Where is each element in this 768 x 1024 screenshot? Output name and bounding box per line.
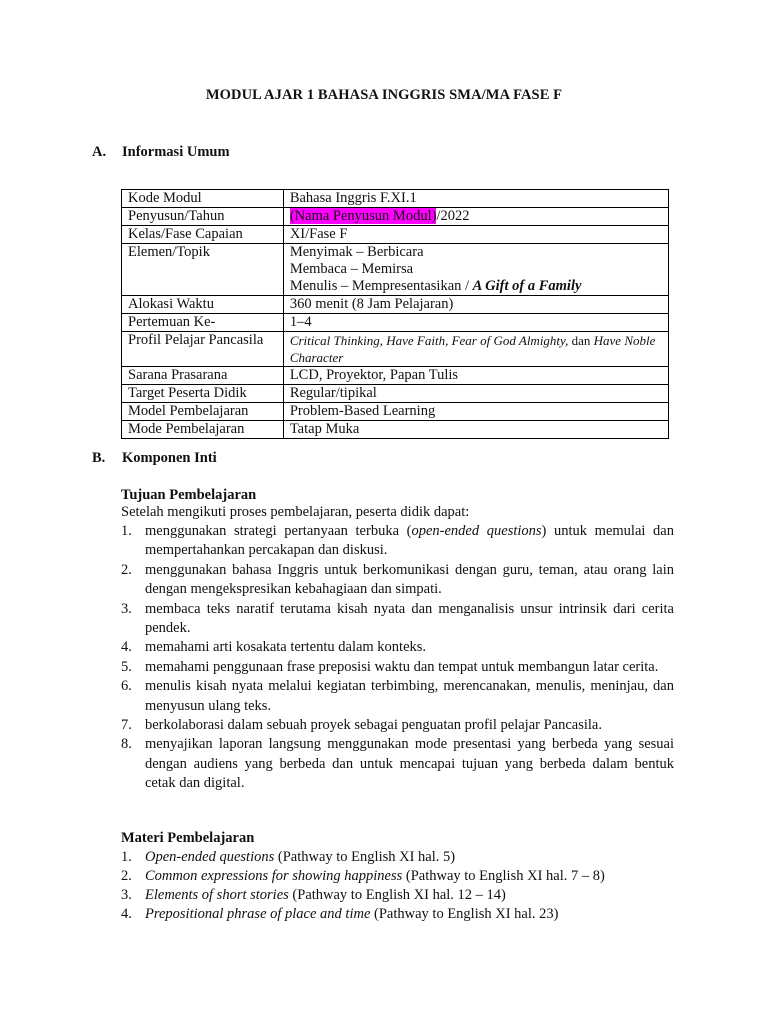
table-row <box>122 332 669 367</box>
objective-text: memahami arti kosakata tertentu dalam konteks. <box>145 639 427 656</box>
objective-text: menyajikan laporan langsung menggunakan mode presentasi yang berbeda yang sesuai dengan audiens yang berbeda dan untuk mencapai tujuan yang berbeda dalam bentuk cetak dan digital. <box>145 736 674 792</box>
row-label-penyusun: Penyusun/Tahun <box>122 208 284 226</box>
row-label-mode: Mode Pembelajaran <box>122 421 284 439</box>
list-item <box>121 867 674 886</box>
row-label-kelas: Kelas/Fase Capaian <box>122 226 284 244</box>
list-number: 1. <box>121 849 132 865</box>
row-label-profil: Profil Pelajar Pancasila <box>122 332 284 367</box>
list-number: 5. <box>121 658 132 675</box>
materi-reference: (Pathway to English XI hal. 5) <box>274 849 456 865</box>
list-item <box>121 905 674 924</box>
objective-text: menulis kisah nyata melalui kegiatan terbimbing, merencanakan, menulis, meninjau, dan menyusun ulang teks. <box>145 678 674 714</box>
table-row <box>122 190 669 208</box>
topic-title: A Gift of a Family <box>472 278 582 294</box>
row-value-profil <box>283 332 668 367</box>
materi-reference: (Pathway to English XI hal. 23) <box>370 906 559 922</box>
list-item <box>121 735 674 793</box>
list-number: 4. <box>121 906 132 922</box>
table-row <box>122 403 669 421</box>
page-title: MODUL AJAR 1 BAHASA INGGRIS SMA/MA FASE F <box>205 87 563 103</box>
table-row <box>122 421 669 439</box>
materi-list <box>121 848 674 924</box>
section-b-heading <box>92 450 217 467</box>
list-number: 8. <box>121 736 132 753</box>
list-item <box>121 522 674 561</box>
section-a-title: Informasi Umum <box>122 144 230 160</box>
list-number: 3. <box>121 600 132 617</box>
table-row <box>122 314 669 332</box>
table-row <box>122 244 669 296</box>
row-label-model: Model Pembelajaran <box>122 403 284 421</box>
table-row <box>122 208 669 226</box>
row-label-pertemuan: Pertemuan Ke- <box>122 314 284 332</box>
list-number: 3. <box>121 887 132 903</box>
tujuan-intro: Setelah mengikuti proses pembelajaran, peserta didik dapat: <box>121 504 470 520</box>
elemen-line-3 <box>290 278 662 295</box>
list-item <box>121 600 674 639</box>
list-number: 2. <box>121 561 132 578</box>
materi-topic: Elements of short stories <box>145 887 289 903</box>
row-value-penyusun <box>283 208 668 226</box>
materi-topic: Common expressions for showing happiness <box>145 868 403 884</box>
row-value-pertemuan: 1–4 <box>283 314 668 332</box>
section-a-heading <box>92 144 230 161</box>
row-label-sarana: Sarana Prasarana <box>122 367 284 385</box>
list-number: 7. <box>121 717 132 734</box>
profil-italic-2: Have Noble Character <box>289 333 656 365</box>
objective-text: ) untuk memulai dan mempertahankan percakapan dan diskusi. <box>145 523 674 559</box>
row-value-model: Problem-Based Learning <box>283 403 668 421</box>
table-row <box>122 367 669 385</box>
list-item <box>121 561 674 600</box>
objective-text: membaca teks naratif terutama kisah nyata dan menganalisis unsur intrinsik dari cerita pendek. <box>145 600 674 637</box>
elemen-line-1: Menyimak – Berbicara <box>289 244 424 260</box>
materi-topic: Prepositional phrase of place and time <box>145 906 371 922</box>
objective-italic: open-ended questions <box>411 523 542 539</box>
list-item <box>121 638 674 657</box>
profil-italic-1: Critical Thinking, Have Faith, Fear of God Almighty, <box>289 333 569 348</box>
row-label-alokasi: Alokasi Waktu <box>122 296 284 314</box>
objective-text: menggunakan strategi pertanyaan terbuka ( <box>145 523 412 539</box>
row-value-mode: Tatap Muka <box>283 421 668 439</box>
table-row <box>122 385 669 403</box>
row-value-sarana: LCD, Proyektor, Papan Tulis <box>283 367 668 385</box>
list-item <box>121 677 674 716</box>
row-value-alokasi: 360 menit (8 Jam Pelajaran) <box>283 296 668 314</box>
row-label-target: Target Peserta Didik <box>122 385 284 403</box>
section-b-letter: B. <box>92 450 106 466</box>
list-item <box>121 886 674 905</box>
tujuan-heading: Tujuan Pembelajaran <box>121 487 257 503</box>
table-row <box>122 296 669 314</box>
list-number: 4. <box>121 639 132 656</box>
list-item <box>121 716 674 735</box>
highlighted-author-placeholder: (Nama Penyusun Modul) <box>289 208 437 224</box>
materi-topic: Open-ended questions <box>145 849 275 865</box>
list-number: 2. <box>121 868 132 884</box>
materi-heading: Materi Pembelajaran <box>121 830 255 846</box>
profil-conjunction: dan <box>568 333 594 348</box>
row-label-kode-modul: Kode Modul <box>122 190 284 208</box>
materi-reference: (Pathway to English XI hal. 7 – 8) <box>402 868 605 884</box>
year-text: /2022 <box>436 208 470 224</box>
module-info-table <box>121 189 669 439</box>
row-value-elemen <box>283 244 668 296</box>
row-label-elemen: Elemen/Topik <box>122 244 284 296</box>
row-value-kode-modul: Bahasa Inggris F.XI.1 <box>283 190 668 208</box>
section-a-letter: A. <box>92 144 107 160</box>
section-b-title: Komponen Inti <box>122 450 217 466</box>
list-number: 6. <box>121 678 132 695</box>
objective-text: menggunakan bahasa Inggris untuk berkomunikasi dengan guru, teman, atau orang lain dengan mengekspresikan kebahagiaan dan simpati. <box>145 561 674 598</box>
list-item <box>121 848 674 867</box>
list-item <box>121 658 674 677</box>
table-row <box>122 226 669 244</box>
list-number: 1. <box>121 523 132 539</box>
objective-text: berkolaborasi dalam sebuah proyek sebagai penguatan profil pelajar Pancasila. <box>145 717 602 734</box>
elemen-line-3-text: Menulis – Mempresentasikan / <box>289 278 473 294</box>
row-value-kelas: XI/Fase F <box>283 226 668 244</box>
objectives-list <box>121 522 674 794</box>
materi-reference: (Pathway to English XI hal. 12 – 14) <box>288 887 506 903</box>
row-value-target: Regular/tipikal <box>283 385 668 403</box>
objective-text: memahami penggunaan frase preposisi waktu dan tempat untuk membangun latar cerita. <box>145 658 659 675</box>
elemen-line-2: Membaca – Memirsa <box>289 261 414 277</box>
